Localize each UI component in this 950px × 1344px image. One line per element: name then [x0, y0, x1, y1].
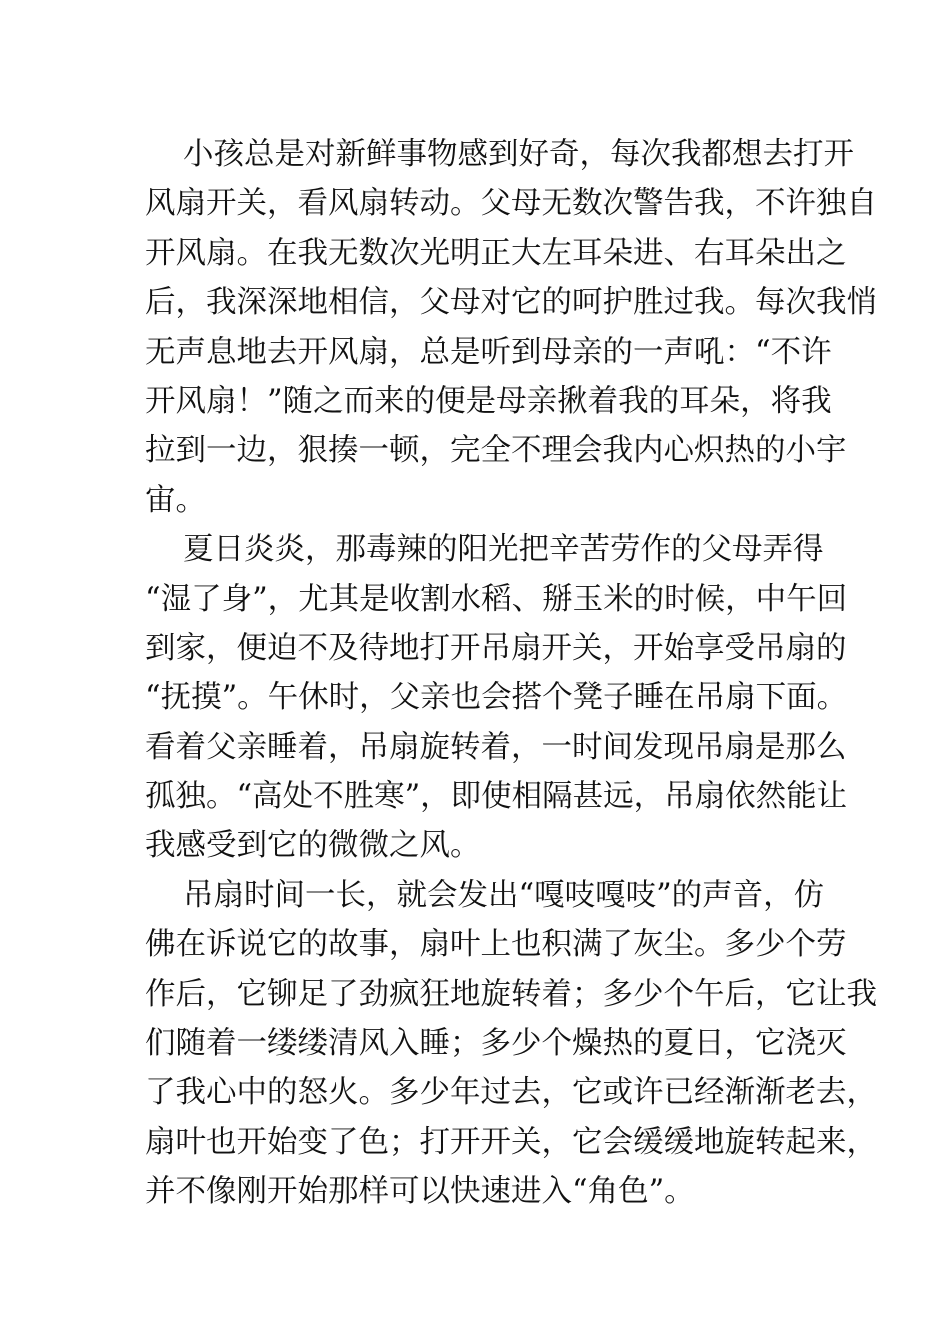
body-text — [145, 130, 877, 1217]
text-line: 我感受到它的微微之风。 — [145, 828, 481, 864]
paragraph-1 — [145, 130, 877, 525]
text-line: 佛在诉说它的故事，扇叶上也积满了灰尘。多少个劳 — [145, 927, 847, 963]
paragraph-2 — [145, 525, 848, 871]
text-line: 宙。 — [145, 482, 206, 518]
text-line: 开风扇！”随之而来的便是母亲揪着我的耳朵，将我 — [145, 383, 832, 419]
text-line: 看着父亲睡着，吊扇旋转着，一时间发现吊扇是那么 — [145, 729, 847, 765]
text-line: 小孩总是对新鲜事物感到好奇，每次我都想去打开 — [183, 137, 854, 172]
text-line: 孤独。“高处不胜寒”，即使相隔甚远，吊扇依然能让 — [145, 779, 848, 815]
text-line: 风扇开关，看风扇转动。父母无数次警告我，不许独自 — [145, 186, 877, 222]
text-line: 开风扇。在我无数次光明正大左耳朵进、右耳朵出之 — [145, 235, 847, 271]
text-line: “湿了身”，尤其是收割水稻、掰玉米的时候，中午回 — [145, 581, 848, 617]
paragraph-3 — [145, 871, 877, 1217]
text-line: 了我心中的怒火。多少年过去，它或许已经渐渐老去， — [145, 1075, 877, 1111]
text-line: 作后，它铆足了劲疯狂地旋转着；多少个午后，它让我 — [145, 976, 877, 1012]
text-line: 拉到一边，狠揍一顿，完全不理会我内心炽热的小宇 — [145, 433, 847, 469]
text-line: 扇叶也开始变了色；打开开关，它会缓缓地旋转起来， — [145, 1124, 877, 1160]
text-line: “抚摸”。午休时，父亲也会搭个凳子睡在吊扇下面。 — [145, 680, 848, 716]
text-line: 夏日炎炎，那毒辣的阳光把辛苦劳作的父母弄得 — [183, 532, 824, 568]
text-line: 到家，便迫不及待地打开吊扇开关，开始享受吊扇的 — [145, 630, 847, 666]
text-line: 们随着一缕缕清风入睡；多少个燥热的夏日，它浇灭 — [145, 1026, 847, 1062]
text-line: 后，我深深地相信，父母对它的呵护胜过我。每次我悄 — [145, 285, 877, 321]
text-line: 无声息地去开风扇，总是听到母亲的一声吼：“不许 — [145, 334, 832, 370]
text-line: 吊扇时间一长，就会发出“嘎吱嘎吱”的声音，仿 — [183, 877, 825, 913]
text-line: 并不像刚开始那样可以快速进入“角色”。 — [145, 1174, 695, 1210]
